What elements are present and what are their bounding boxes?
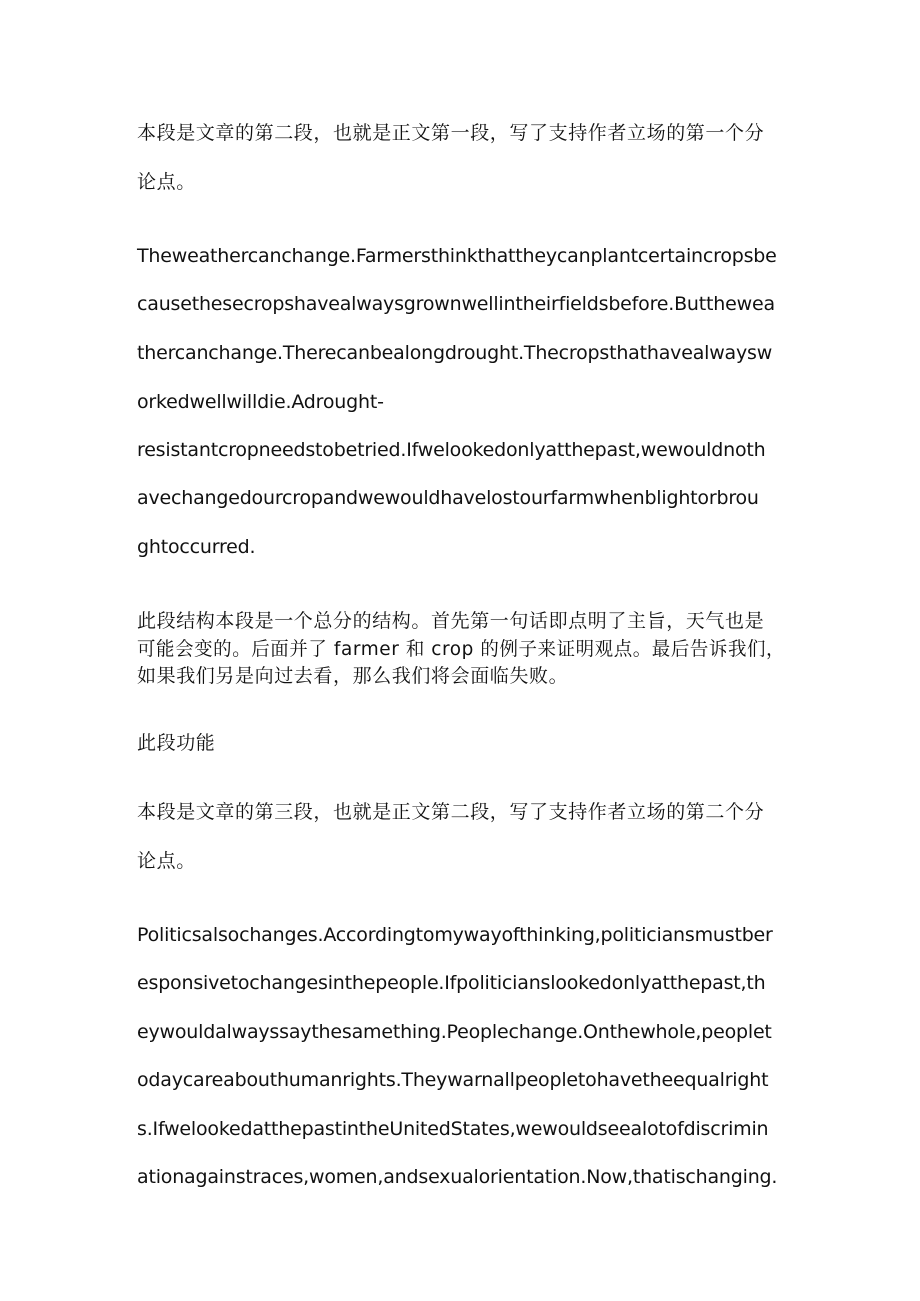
paragraph-5-line-3: eywouldalwayssaythesamething.Peoplechange.Onthewhole,peoplet — [137, 1021, 772, 1043]
paragraph-3-line-1: 此段结构本段是一个总分的结构。首先第一句话即点明了主旨，天气也是 — [137, 610, 765, 632]
paragraph-2-line-6: avechangedourcropandwewouldhavelostourfarmwhenblightorbrou — [137, 487, 759, 509]
paragraph-1-line-1: 本段是文章的第二段，也就是正文第一段，写了支持作者立场的第一个分 — [137, 122, 765, 144]
paragraph-2-line-3: thercanchange.Therecanbealongdrought.Thecropsthathavealwaysw — [137, 342, 773, 364]
paragraph-4-line-1: 本段是文章的第三段，也就是正文第二段，写了支持作者立场的第二个分 — [137, 801, 765, 823]
paragraph-1-line-2: 论点。 — [137, 171, 196, 193]
paragraph-2-line-4: orkedwellwilldie.Adrought- — [137, 391, 384, 413]
paragraph-4-line-2: 论点。 — [137, 850, 196, 872]
paragraph-2-line-5: resistantcropneedstobetried.Ifwelookedonlyatthepast,wewouldnoth — [137, 439, 766, 461]
section-heading: 此段功能 — [137, 732, 216, 754]
paragraph-3-line-2: 可能会变的。后面并了 farmer 和 crop 的例子来证明观点。最后告诉我们， — [137, 638, 786, 660]
paragraph-5-line-6: ationagainstraces,women,andsexualorientation.Now,thatischanging. — [137, 1166, 778, 1188]
paragraph-2-line-1: Theweathercanchange.Farmersthinkthattheycanplantcertaincropsbe — [137, 245, 777, 267]
paragraph-3-line-3: 如果我们另是向过去看，那么我们将会面临失败。 — [137, 665, 569, 687]
paragraph-5-line-4: odaycareabouthumanrights.Theywarnallpeopletohavetheequalright — [137, 1069, 769, 1091]
paragraph-2-line-2: causethesecropshavealwaysgrownwellintheirfieldsbefore.Butthewea — [137, 293, 775, 315]
paragraph-5-line-1: Politicsalsochanges.Accordingtomywayofthinking,politiciansmustber — [137, 924, 773, 946]
paragraph-2-line-7: ghtoccurred. — [137, 536, 256, 558]
paragraph-5-line-5: s.IfwelookedatthepastintheUnitedStates,wewouldseealotofdiscrimin — [137, 1118, 769, 1140]
paragraph-5-line-2: esponsivetochangesinthepeople.Ifpoliticianslookedonlyatthepast,th — [137, 972, 766, 994]
